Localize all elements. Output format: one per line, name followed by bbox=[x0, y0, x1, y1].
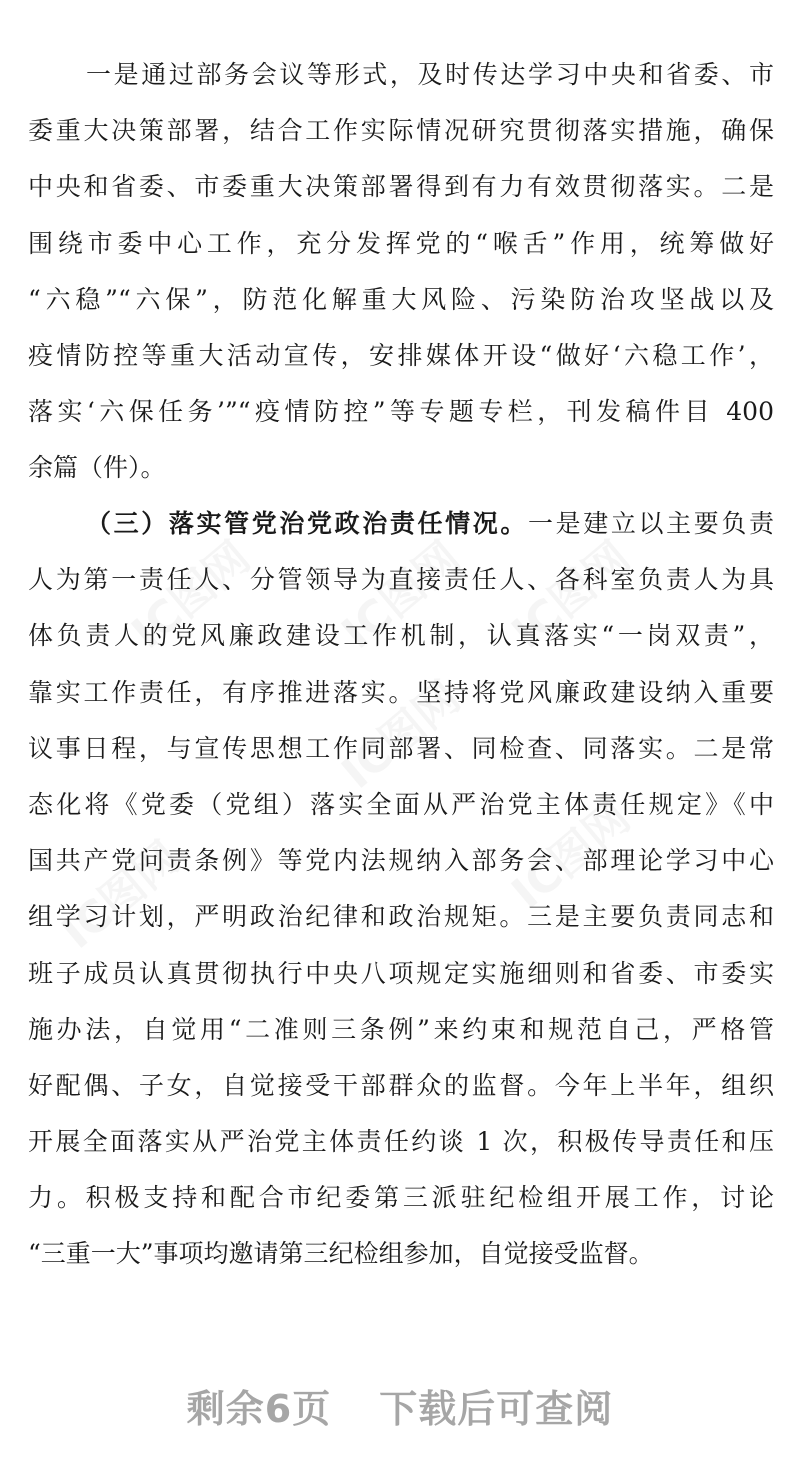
paragraph-1 bbox=[28, 47, 774, 497]
heading-line-rest: 一是建立以主要负责 bbox=[527, 509, 774, 538]
text-line bbox=[28, 496, 774, 552]
text-line: 施办法，自觉用“二准则三条例”来约束和规范自己，严格管 bbox=[28, 1014, 774, 1044]
watermark-logo: IC图网 bbox=[332, 671, 470, 799]
text-line: 体负责人的党风廉政建设工作机制，认真落实“一岗双责”， bbox=[28, 621, 774, 651]
text-line: 议事日程，与宣传思想工作同部署、同检查、同落实。二是常 bbox=[28, 733, 774, 763]
download-prompt[interactable] bbox=[0, 1378, 800, 1433]
text-line: 委重大决策部署，结合工作实际情况研究贯彻落实措施，确保 bbox=[28, 116, 774, 146]
text-line: 一是通过部务会议等形式，及时传达学习中央和省委、市 bbox=[86, 60, 774, 89]
text-line: “六稳”“六保”，防范化解重大风险、污染防治攻坚战以及 bbox=[28, 284, 774, 314]
watermark-logo: IC图网 bbox=[332, 531, 470, 659]
text-line: 国共产党问责条例》等党内法规纳入部务会、部理论学习中心 bbox=[28, 846, 774, 876]
text-line: 人为第一责任人、分管领导为直接责任人、各科室负责人为具 bbox=[28, 565, 774, 595]
text-line: 开展全面落实从严治党主体责任约谈 1 次，积极传导责任和压 bbox=[28, 1127, 774, 1157]
text-line: 围绕市委中心工作，充分发挥党的“喉舌”作用，统筹做好 bbox=[28, 228, 774, 258]
text-line: 态化将《党委（党组）落实全面从严治党主体责任规定》《中 bbox=[28, 789, 774, 819]
text-line: 好配偶、子女，自觉接受干部群众的监督。今年上半年，组织 bbox=[28, 1070, 774, 1100]
section-heading: （三）落实管党治党政治责任情况。 bbox=[86, 509, 528, 538]
text-line: 余篇（件）。 bbox=[28, 453, 166, 483]
text-line: 中央和省委、市委重大决策部署得到有力有效贯彻落实。二是 bbox=[28, 172, 774, 202]
paragraph-2 bbox=[28, 496, 774, 1283]
watermark-logo: IC图网 bbox=[122, 531, 260, 659]
text-line: “三重一大”事项均邀请第三纪检组参加，自觉接受监督。 bbox=[28, 1239, 654, 1269]
watermark-logo: IC图网 bbox=[502, 791, 640, 919]
remaining-pages-label: 剩余6页 bbox=[186, 1387, 332, 1431]
watermark-logo: IC图网 bbox=[502, 531, 640, 659]
text-line: 靠实工作责任，有序推进落实。坚持将党风廉政建设纳入重要 bbox=[28, 677, 774, 707]
text-line: 疫情防控等重大活动宣传，安排媒体开设“做好‘六稳工作’， bbox=[28, 340, 774, 370]
text-line: 力。积极支持和配合市纪委第三派驻纪检组开展工作，讨论 bbox=[28, 1183, 774, 1213]
text-line: 组学习计划，严明政治纪律和政治规矩。三是主要负责同志和 bbox=[28, 902, 774, 932]
text-line: 班子成员认真贯彻执行中央八项规定实施细则和省委、市委实 bbox=[28, 958, 774, 988]
download-to-view-label: 下载后可查阅 bbox=[379, 1387, 614, 1431]
text-line: 落实‘六保任务’”“疫情防控”等专题专栏，刊发稿件目 400 bbox=[28, 397, 774, 427]
watermark-logo: IC图网 bbox=[52, 831, 190, 959]
